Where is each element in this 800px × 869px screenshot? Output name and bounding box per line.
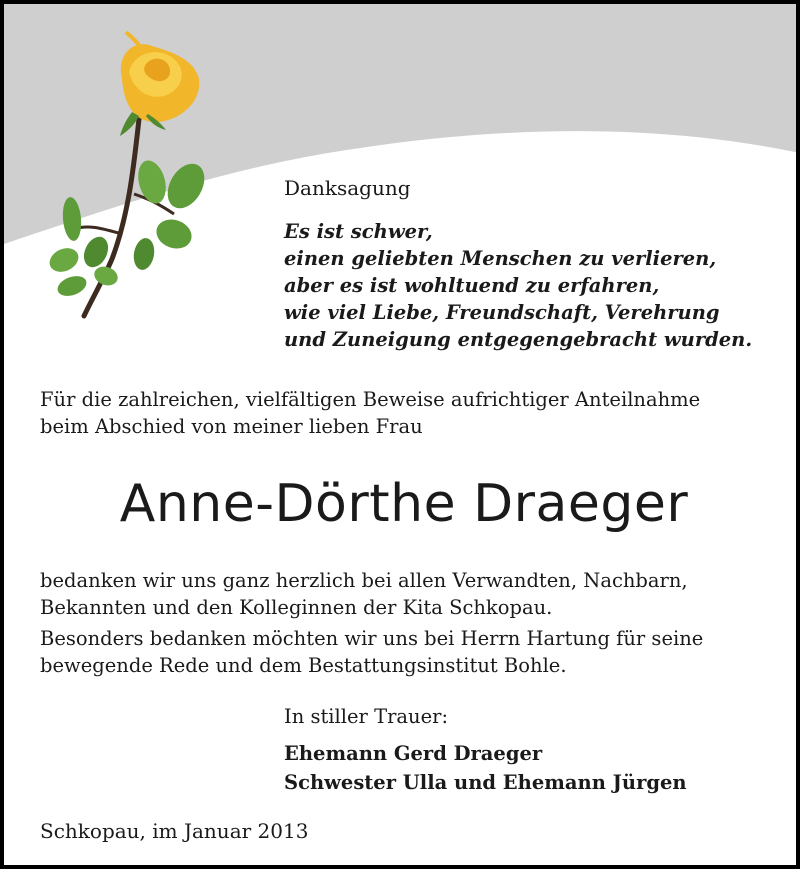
thanks-paragraph bbox=[40, 567, 688, 621]
place-date: Schkopau, im Januar 2013 bbox=[40, 819, 309, 843]
signatory: Schwester Ulla und Ehemann Jürgen bbox=[284, 771, 687, 794]
special-thanks-paragraph bbox=[40, 625, 703, 679]
quote-line: Es ist schwer, bbox=[284, 220, 433, 243]
quote-line: einen geliebten Menschen zu verlieren, bbox=[284, 247, 717, 270]
intro-line: Für die zahlreichen, vielfältigen Beweise aufrichtiger Anteilnahme bbox=[40, 388, 701, 411]
quote-line: und Zuneigung entgegengebracht wurden. bbox=[284, 328, 753, 351]
intro-line: beim Abschied von meiner lieben Frau bbox=[40, 415, 423, 438]
intro-paragraph bbox=[40, 386, 700, 440]
thanks-heading: Danksagung bbox=[284, 176, 411, 200]
condolence-quote bbox=[284, 218, 752, 353]
special-thanks-line: bewegende Rede und dem Bestattungsinstitut Bohle. bbox=[40, 654, 567, 677]
mourning-label: In stiller Trauer: bbox=[284, 705, 449, 728]
thanks-line: bedanken wir uns ganz herzlich bei allen Verwandten, Nachbarn, bbox=[40, 569, 688, 592]
signatory: Ehemann Gerd Draeger bbox=[284, 742, 543, 765]
deceased-name: Anne-Dörthe Draeger bbox=[119, 474, 689, 534]
quote-line: aber es ist wohltuend zu erfahren, bbox=[284, 274, 660, 297]
thanks-line: Bekannten und den Kolleginnen der Kita Schkopau. bbox=[40, 596, 553, 619]
yellow-rose-icon bbox=[34, 24, 224, 324]
signatories bbox=[284, 739, 687, 797]
quote-line: wie viel Liebe, Freundschaft, Verehrung bbox=[284, 301, 720, 324]
special-thanks-line: Besonders bedanken möchten wir uns bei Herrn Hartung für seine bbox=[40, 627, 704, 650]
